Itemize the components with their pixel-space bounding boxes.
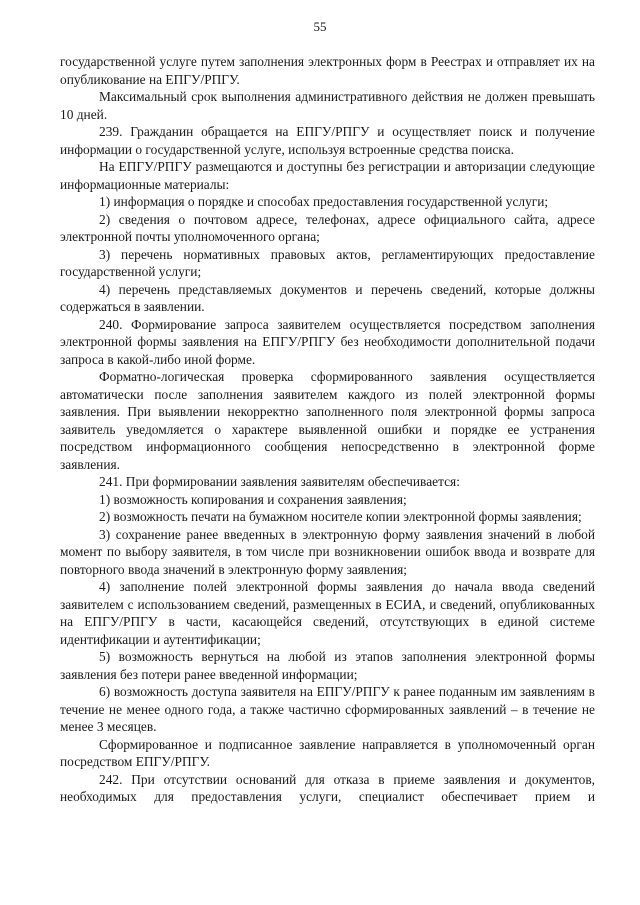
paragraph: 6) возможность доступа заявителя на ЕПГУ/РПГУ к ранее поданным им заявлениям в течение не менее одного года, а также частично сформированных заявлений – в течение не менее 3 месяцев. xyxy=(60,684,595,734)
paragraph: 1) информация о порядке и способах предоставления государственной услуги; xyxy=(99,194,549,209)
paragraph: Форматно-логическая проверка сформированного заявления осуществляется автоматически после заполнения заявителем каждого из полей электронной формы заявления. При выявлении некорректно заполненного поля электронной формы запроса заявитель уведомляется о характере выявленной ошибки и порядке ее устранения посредством информационного сообщения непосредственно в электронной форме заявления. xyxy=(60,369,595,472)
paragraph: 240. Формирование запроса заявителем осуществляется посредством заполнения электронной формы заявления на ЕПГУ/РПГУ без необходимости дополнительной подачи запроса в какой-либо иной форме. xyxy=(60,316,595,367)
paragraph: 3) сохранение ранее введенных в электронную форму заявления значений в любой момент по выбору заявителя, в том числе при возникновении ошибок ввода и возврате для повторного ввода значений в электронную форму заявления; xyxy=(60,526,595,577)
paragraph: 241. При формировании заявления заявителям обеспечивается: xyxy=(99,474,460,489)
paragraph: государственной услуге путем заполнения электронных форм в Реестрах и отправляет их на опубликование на ЕПГУ/РПГУ. xyxy=(60,54,595,87)
document-body xyxy=(60,53,595,806)
paragraph: 242. При отсутствии оснований для отказа в приеме заявления и документов, необходимых для предоставления услуги, специалист обеспечивает прием и xyxy=(60,771,595,804)
paragraph: 3) перечень нормативных правовых актов, регламентирующих предоставление государственной услуги; xyxy=(60,246,595,279)
page-number: 55 xyxy=(313,19,327,34)
paragraph: На ЕПГУ/РПГУ размещаются и доступны без регистрации и авторизации следующие информационные материалы: xyxy=(60,159,595,192)
paragraph: 4) перечень представляемых документов и перечень сведений, которые должны содержаться в заявлении. xyxy=(60,281,595,314)
paragraph: 2) сведения о почтовом адресе, телефонах, адресе официального сайта, адресе электронной почты уполномоченного органа; xyxy=(60,211,595,244)
paragraph: Сформированное и подписанное заявление направляется в уполномоченный орган посредством ЕПГУ/РПГУ. xyxy=(60,736,595,769)
paragraph: 1) возможность копирования и сохранения заявления; xyxy=(99,491,407,507)
paragraph: 4) заполнение полей электронной формы заявления до начала ввода сведений заявителем с использованием сведений, размещенных в ЕСИА, и сведений, опубликованных на ЕПГУ/РПГУ в части, касающейся сведений, отсутствующих в единой системе идентификации и аутентификации; xyxy=(60,579,595,647)
paragraph: 5) возможность вернуться на любой из этапов заполнения электронной формы заявления без потери ранее введенной информации; xyxy=(60,649,595,682)
paragraph: Максимальный срок выполнения административного действия не должен превышать 10 дней. xyxy=(60,89,595,122)
paragraph: 239. Гражданин обращается на ЕПГУ/РПГУ и осуществляет поиск и получение информации о государственной услуге, используя встроенные средства поиска. xyxy=(60,124,595,157)
paragraph: 2) возможность печати на бумажном носителе копии электронной формы заявления; xyxy=(99,509,582,524)
